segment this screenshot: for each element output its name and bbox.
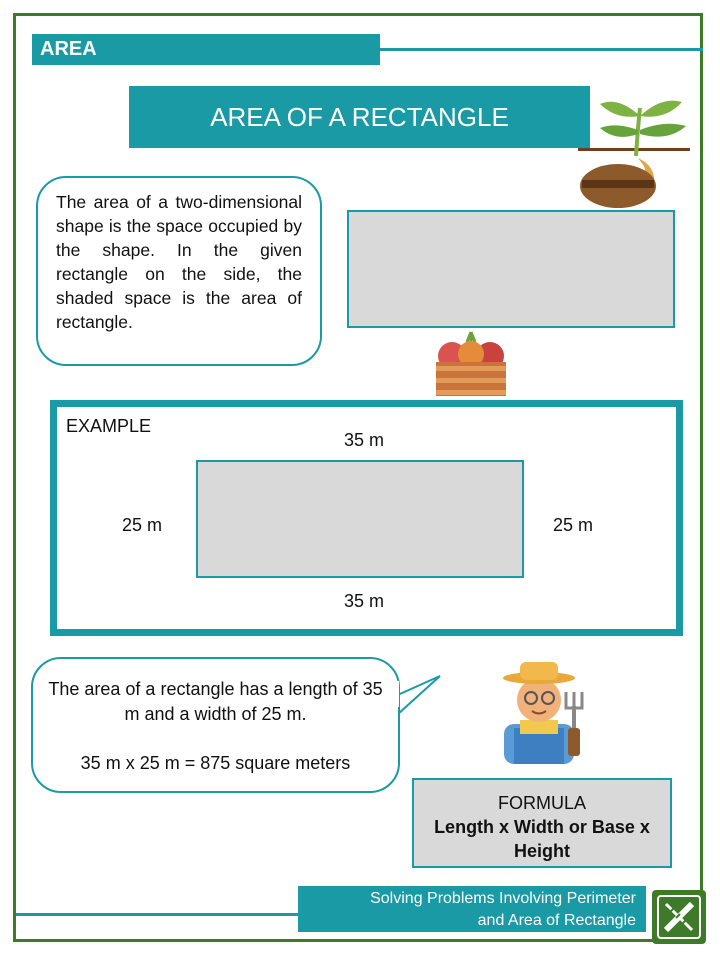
page-title: AREA OF A RECTANGLE bbox=[129, 86, 590, 148]
left-width-label: 25 m bbox=[122, 515, 163, 535]
tail-cover bbox=[383, 675, 405, 715]
example-label: EXAMPLE bbox=[66, 416, 152, 436]
top-length-label: 35 m bbox=[344, 430, 385, 450]
example-rectangle bbox=[196, 460, 524, 578]
footer-divider bbox=[16, 913, 298, 916]
seedling-icon bbox=[578, 96, 694, 208]
formula-heading: FORMULA bbox=[497, 793, 586, 813]
section-label: AREA bbox=[32, 34, 380, 65]
problem-text: The area of a rectangle has a length of 35 m and a width of 25 m. bbox=[48, 679, 383, 724]
formula-box bbox=[412, 778, 672, 868]
farmer-icon bbox=[494, 656, 594, 764]
shaded-rectangle bbox=[347, 210, 675, 328]
right-width-label: 25 m bbox=[553, 515, 594, 535]
header-divider bbox=[380, 48, 703, 51]
intro-text: The area of a two-dimensional shape is the space occupied by the shape. In the given rectangle on the side, the shaded space is the area of rectangle. bbox=[56, 192, 302, 332]
pencil-ruler-logo-icon bbox=[652, 890, 706, 944]
intro-bubble bbox=[36, 176, 322, 366]
footer-title-line2: and Area of Rectangle bbox=[477, 912, 636, 929]
formula-body: Length x Width or Base x Height bbox=[434, 817, 650, 861]
problem-bubble bbox=[31, 657, 400, 793]
footer-bar bbox=[298, 886, 646, 932]
footer-title-line1: Solving Problems Involving Perimeter bbox=[370, 890, 636, 907]
bottom-length-label: 35 m bbox=[344, 591, 385, 611]
problem-solution: 35 m x 25 m = 875 square meters bbox=[80, 753, 351, 773]
vegetable-crate-icon bbox=[434, 328, 508, 398]
